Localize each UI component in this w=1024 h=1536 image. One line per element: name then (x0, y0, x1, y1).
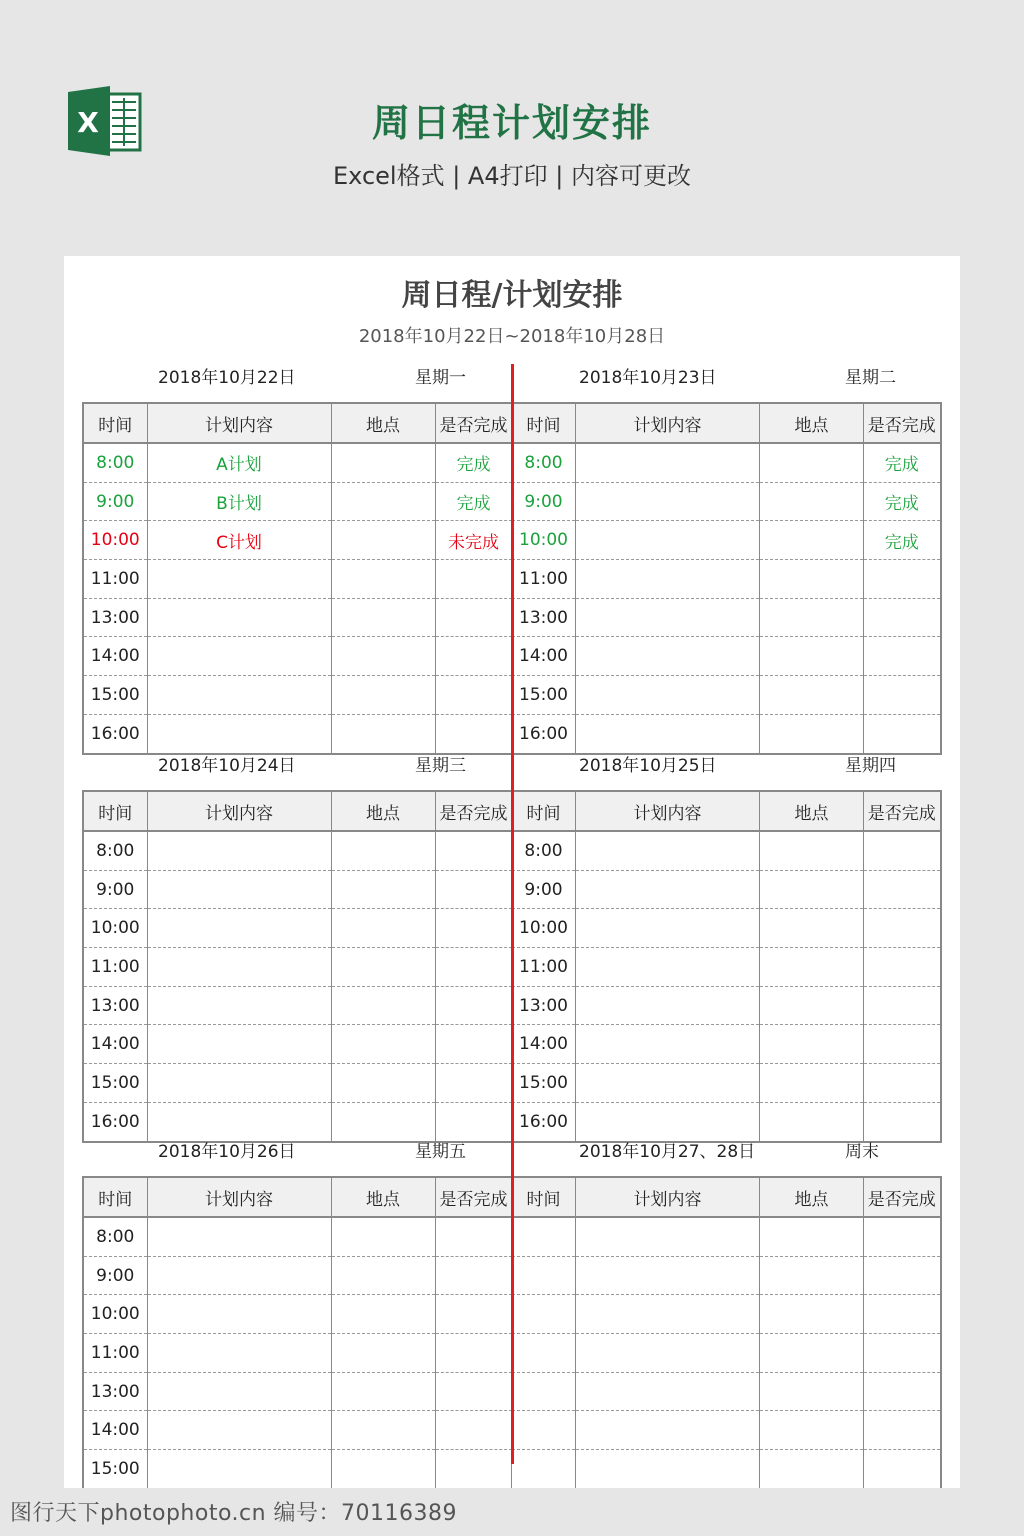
table-row (83, 443, 512, 482)
cell-plan[interactable] (576, 637, 760, 676)
day-date-label: 2018年10月23日 (579, 368, 717, 388)
cell-done[interactable] (435, 1064, 512, 1103)
cell-place[interactable] (760, 560, 864, 599)
day-schedule-table (82, 1176, 513, 1488)
table-row (512, 521, 941, 560)
cell-place[interactable] (331, 948, 435, 987)
cell-plan[interactable] (576, 1372, 760, 1411)
day-date-label: 2018年10月24日 (158, 756, 296, 776)
cell-place[interactable] (760, 676, 864, 715)
cell-time[interactable]: 15:00 (83, 676, 147, 715)
cell-time[interactable]: 11:00 (83, 948, 147, 987)
table-row (512, 1372, 941, 1411)
cell-time[interactable]: 13:00 (512, 986, 576, 1025)
table-row (512, 1411, 941, 1450)
cell-plan[interactable] (576, 986, 760, 1025)
cell-place[interactable] (760, 948, 864, 987)
cell-time[interactable]: 13:00 (512, 598, 576, 637)
cell-done[interactable] (435, 714, 512, 753)
cell-done[interactable] (435, 870, 512, 909)
cell-done[interactable] (864, 1334, 941, 1373)
cell-place[interactable] (331, 870, 435, 909)
cell-time[interactable]: 10:00 (83, 909, 147, 948)
cell-time[interactable]: 13:00 (83, 598, 147, 637)
cell-place[interactable] (331, 1256, 435, 1295)
sheet-title: 周日程/计划安排 (401, 278, 623, 313)
cell-done[interactable] (864, 1064, 941, 1103)
cell-time[interactable]: 15:00 (512, 1064, 576, 1103)
excel-logo-letter: X (77, 106, 99, 139)
center-divider-line (511, 364, 514, 1464)
cell-done[interactable] (435, 831, 512, 870)
day-date-label: 2018年10月27、28日 (579, 1142, 756, 1162)
cell-place[interactable] (331, 1372, 435, 1411)
cell-time[interactable]: 11:00 (512, 948, 576, 987)
day-weekday-label: 周末 (845, 1142, 879, 1162)
cell-plan[interactable] (576, 870, 760, 909)
cell-plan[interactable] (576, 1411, 760, 1450)
cell-place[interactable] (331, 676, 435, 715)
cell-plan[interactable] (576, 521, 760, 560)
table-row (83, 1256, 512, 1295)
column-header-plan: 计划内容 (576, 403, 760, 443)
day-weekday-label: 星期一 (415, 368, 466, 388)
cell-done[interactable] (864, 1450, 941, 1488)
cell-done[interactable] (435, 909, 512, 948)
cell-time[interactable]: 9:00 (83, 870, 147, 909)
cell-done[interactable] (864, 909, 941, 948)
table-row (512, 986, 941, 1025)
table-row (83, 1411, 512, 1450)
cell-plan[interactable] (147, 1295, 331, 1334)
cell-plan[interactable] (147, 948, 331, 987)
cell-place[interactable] (331, 1334, 435, 1373)
column-header-done: 是否完成 (864, 403, 941, 443)
cell-time[interactable]: 16:00 (512, 1102, 576, 1141)
cell-plan[interactable] (576, 714, 760, 753)
cell-place[interactable] (760, 1295, 864, 1334)
column-header-place: 地点 (760, 1177, 864, 1217)
cell-plan[interactable] (576, 1295, 760, 1334)
cell-place[interactable] (331, 1025, 435, 1064)
cell-time[interactable]: 8:00 (512, 831, 576, 870)
cell-time[interactable] (512, 1295, 576, 1334)
cell-time[interactable]: 14:00 (83, 637, 147, 676)
cell-done[interactable] (864, 986, 941, 1025)
column-header-done: 是否完成 (864, 791, 941, 831)
cell-place[interactable] (331, 482, 435, 521)
table-row (512, 482, 941, 521)
cell-time[interactable]: 10:00 (512, 521, 576, 560)
cell-done[interactable] (435, 1334, 512, 1373)
cell-done[interactable]: 完成 (864, 482, 941, 521)
table-row (83, 1295, 512, 1334)
cell-plan[interactable] (147, 870, 331, 909)
cell-plan[interactable] (147, 676, 331, 715)
cell-plan[interactable] (147, 1372, 331, 1411)
cell-plan[interactable] (576, 1450, 760, 1488)
cell-time[interactable] (512, 1334, 576, 1373)
cell-plan[interactable] (576, 1334, 760, 1373)
cell-place[interactable] (760, 1334, 864, 1373)
cell-place[interactable] (760, 1102, 864, 1141)
table-row (512, 443, 941, 482)
cell-plan[interactable] (576, 909, 760, 948)
watermark-text: 图行天下photophoto.cn 编号：70116389 (10, 1501, 458, 1526)
column-header-place: 地点 (760, 791, 864, 831)
sheet-date-range: 2018年10月22日~2018年10月28日 (358, 326, 666, 347)
cell-place[interactable] (760, 1256, 864, 1295)
cell-place[interactable] (760, 521, 864, 560)
table-row (512, 909, 941, 948)
cell-plan[interactable] (576, 831, 760, 870)
table-row (512, 1217, 941, 1256)
day-schedule-table (511, 790, 942, 1143)
cell-done[interactable]: 未完成 (435, 521, 512, 560)
cell-time[interactable]: 14:00 (512, 1025, 576, 1064)
cell-place[interactable] (760, 909, 864, 948)
cell-plan[interactable] (576, 1064, 760, 1103)
table-row (83, 676, 512, 715)
table-row (83, 1372, 512, 1411)
cell-done[interactable]: 完成 (864, 521, 941, 560)
cell-time[interactable]: 11:00 (83, 560, 147, 599)
cell-done[interactable] (435, 676, 512, 715)
table-row (83, 1102, 512, 1141)
cell-plan[interactable] (147, 598, 331, 637)
column-header-place: 地点 (760, 403, 864, 443)
cell-place[interactable] (331, 986, 435, 1025)
cell-done[interactable] (864, 1102, 941, 1141)
cell-time[interactable]: 9:00 (83, 1256, 147, 1295)
cell-time[interactable]: 15:00 (83, 1450, 147, 1488)
cell-plan[interactable] (576, 948, 760, 987)
cell-place[interactable] (331, 1064, 435, 1103)
day-schedule-table (511, 1176, 942, 1488)
cell-done[interactable] (864, 1411, 941, 1450)
table-row (83, 482, 512, 521)
table-row (512, 676, 941, 715)
column-header-place: 地点 (331, 791, 435, 831)
cell-time[interactable]: 16:00 (83, 1102, 147, 1141)
table-row (512, 1334, 941, 1373)
table-row (512, 1450, 941, 1488)
day-weekday-label: 星期五 (415, 1142, 466, 1162)
cell-done[interactable]: 完成 (864, 443, 941, 482)
cell-done[interactable] (435, 1295, 512, 1334)
cell-plan[interactable] (576, 1025, 760, 1064)
cell-place[interactable] (331, 443, 435, 482)
cell-done[interactable] (435, 948, 512, 987)
cell-plan[interactable] (147, 1256, 331, 1295)
cell-place[interactable] (760, 598, 864, 637)
cell-time[interactable]: 8:00 (512, 443, 576, 482)
table-row (83, 986, 512, 1025)
column-header-plan: 计划内容 (576, 1177, 760, 1217)
day-date-label: 2018年10月22日 (158, 368, 296, 388)
column-header-done: 是否完成 (435, 403, 512, 443)
cell-done[interactable] (435, 1217, 512, 1256)
cell-done[interactable] (864, 870, 941, 909)
cell-done[interactable] (864, 637, 941, 676)
table-row (512, 714, 941, 753)
column-header-place: 地点 (331, 1177, 435, 1217)
cell-place[interactable] (331, 521, 435, 560)
cell-time[interactable]: 14:00 (512, 637, 576, 676)
day-weekday-label: 星期四 (845, 756, 896, 776)
cell-done[interactable] (435, 1372, 512, 1411)
cell-place[interactable] (331, 714, 435, 753)
cell-place[interactable] (760, 443, 864, 482)
column-header-place: 地点 (331, 403, 435, 443)
cell-time[interactable]: 10:00 (512, 909, 576, 948)
cell-place[interactable] (331, 1102, 435, 1141)
cell-place[interactable] (331, 1411, 435, 1450)
cell-plan[interactable] (576, 598, 760, 637)
table-row (83, 1217, 512, 1256)
day-weekday-label: 星期二 (845, 368, 896, 388)
cell-place[interactable] (760, 482, 864, 521)
cell-plan[interactable]: C计划 (147, 521, 331, 560)
cell-done[interactable] (435, 1256, 512, 1295)
day-schedule-table (82, 402, 513, 755)
cell-done[interactable] (435, 1025, 512, 1064)
table-row (83, 1025, 512, 1064)
cell-done[interactable] (864, 1256, 941, 1295)
cell-done[interactable] (864, 948, 941, 987)
cell-time[interactable]: 11:00 (512, 560, 576, 599)
table-row (83, 637, 512, 676)
cell-done[interactable] (864, 1295, 941, 1334)
cell-time[interactable]: 16:00 (512, 714, 576, 753)
cell-time[interactable]: 14:00 (83, 1025, 147, 1064)
cell-done[interactable] (864, 676, 941, 715)
cell-place[interactable] (331, 831, 435, 870)
table-row (512, 560, 941, 599)
schedule-sheet (64, 256, 960, 1488)
column-header-time: 时间 (83, 403, 147, 443)
cell-time[interactable]: 13:00 (83, 1372, 147, 1411)
cell-plan[interactable] (147, 560, 331, 599)
cell-time[interactable] (512, 1217, 576, 1256)
cell-plan[interactable] (147, 1102, 331, 1141)
table-row (512, 870, 941, 909)
cell-time[interactable]: 9:00 (83, 482, 147, 521)
column-header-plan: 计划内容 (147, 791, 331, 831)
column-header-plan: 计划内容 (576, 791, 760, 831)
cell-place[interactable] (760, 1411, 864, 1450)
table-row (512, 598, 941, 637)
column-header-time: 时间 (512, 403, 576, 443)
page-title: 周日程计划安排 (371, 101, 652, 145)
cell-time[interactable] (512, 1256, 576, 1295)
column-header-done: 是否完成 (864, 1177, 941, 1217)
column-header-done: 是否完成 (435, 1177, 512, 1217)
cell-plan[interactable] (576, 1256, 760, 1295)
table-row (83, 831, 512, 870)
cell-plan[interactable] (147, 831, 331, 870)
table-row (83, 948, 512, 987)
column-header-plan: 计划内容 (147, 1177, 331, 1217)
cell-plan[interactable] (147, 1217, 331, 1256)
cell-done[interactable] (864, 1372, 941, 1411)
cell-time[interactable] (512, 1450, 576, 1488)
cell-time[interactable]: 9:00 (512, 870, 576, 909)
cell-time[interactable]: 13:00 (83, 986, 147, 1025)
day-weekday-label: 星期三 (415, 756, 466, 776)
cell-done[interactable] (864, 831, 941, 870)
column-header-plan: 计划内容 (147, 403, 331, 443)
cell-time[interactable]: 10:00 (83, 1295, 147, 1334)
cell-done[interactable] (435, 598, 512, 637)
cell-time[interactable]: 15:00 (83, 1064, 147, 1103)
cell-place[interactable] (331, 637, 435, 676)
cell-done[interactable] (435, 1411, 512, 1450)
cell-plan[interactable] (576, 1102, 760, 1141)
cell-place[interactable] (760, 1450, 864, 1488)
table-row (512, 1295, 941, 1334)
cell-place[interactable] (331, 560, 435, 599)
day-date-label: 2018年10月26日 (158, 1142, 296, 1162)
table-row (83, 870, 512, 909)
cell-time[interactable]: 11:00 (83, 1334, 147, 1373)
table-row (512, 1102, 941, 1141)
cell-time[interactable]: 8:00 (83, 1217, 147, 1256)
column-header-done: 是否完成 (435, 791, 512, 831)
cell-time[interactable]: 15:00 (512, 676, 576, 715)
cell-place[interactable] (331, 598, 435, 637)
cell-place[interactable] (760, 831, 864, 870)
cell-done[interactable] (435, 986, 512, 1025)
cell-time[interactable]: 14:00 (83, 1411, 147, 1450)
cell-plan[interactable] (576, 443, 760, 482)
cell-plan[interactable] (147, 1450, 331, 1488)
cell-done[interactable]: 完成 (435, 443, 512, 482)
cell-place[interactable] (760, 1064, 864, 1103)
day-schedule-table (511, 402, 942, 755)
cell-done[interactable] (435, 1450, 512, 1488)
cell-plan[interactable] (576, 560, 760, 599)
cell-done[interactable] (864, 1217, 941, 1256)
cell-time[interactable] (512, 1372, 576, 1411)
table-row (512, 1256, 941, 1295)
cell-plan[interactable] (147, 1334, 331, 1373)
cell-done[interactable] (435, 560, 512, 599)
cell-plan[interactable] (147, 986, 331, 1025)
table-row (83, 560, 512, 599)
cell-plan[interactable]: B计划 (147, 482, 331, 521)
table-row (83, 598, 512, 637)
table-row (83, 1064, 512, 1103)
cell-plan[interactable] (576, 676, 760, 715)
cell-plan[interactable] (576, 482, 760, 521)
page-subtitle: Excel格式 | A4打印 | 内容可更改 (333, 162, 691, 190)
cell-time[interactable]: 8:00 (83, 443, 147, 482)
table-row (83, 1334, 512, 1373)
cell-place[interactable] (760, 637, 864, 676)
cell-plan[interactable] (147, 909, 331, 948)
cell-place[interactable] (331, 909, 435, 948)
cell-time[interactable]: 9:00 (512, 482, 576, 521)
cell-time[interactable]: 16:00 (83, 714, 147, 753)
cell-done[interactable] (864, 1025, 941, 1064)
day-date-label: 2018年10月25日 (579, 756, 717, 776)
cell-time[interactable]: 10:00 (83, 521, 147, 560)
cell-plan[interactable] (147, 1025, 331, 1064)
table-row (83, 1450, 512, 1488)
table-row (83, 909, 512, 948)
table-row (83, 714, 512, 753)
cell-done[interactable] (864, 560, 941, 599)
cell-plan[interactable] (576, 1217, 760, 1256)
column-header-time: 时间 (83, 1177, 147, 1217)
table-row (512, 1025, 941, 1064)
table-row (512, 1064, 941, 1103)
cell-plan[interactable] (147, 714, 331, 753)
cell-time[interactable]: 8:00 (83, 831, 147, 870)
table-row (512, 948, 941, 987)
column-header-time: 时间 (512, 791, 576, 831)
cell-plan[interactable] (147, 1064, 331, 1103)
cell-place[interactable] (760, 986, 864, 1025)
cell-done[interactable] (435, 1102, 512, 1141)
cell-done[interactable]: 完成 (435, 482, 512, 521)
column-header-time: 时间 (83, 791, 147, 831)
cell-plan[interactable] (147, 637, 331, 676)
table-row (83, 521, 512, 560)
cell-place[interactable] (760, 870, 864, 909)
cell-place[interactable] (331, 1295, 435, 1334)
cell-time[interactable] (512, 1411, 576, 1450)
cell-done[interactable] (864, 714, 941, 753)
cell-place[interactable] (331, 1450, 435, 1488)
cell-done[interactable] (864, 598, 941, 637)
cell-place[interactable] (760, 1372, 864, 1411)
column-header-time: 时间 (512, 1177, 576, 1217)
cell-place[interactable] (760, 714, 864, 753)
cell-plan[interactable]: A计划 (147, 443, 331, 482)
day-schedule-table (82, 790, 513, 1143)
cell-plan[interactable] (147, 1411, 331, 1450)
cell-place[interactable] (760, 1025, 864, 1064)
cell-done[interactable] (435, 637, 512, 676)
table-row (512, 637, 941, 676)
cell-place[interactable] (331, 1217, 435, 1256)
table-row (512, 831, 941, 870)
cell-place[interactable] (760, 1217, 864, 1256)
